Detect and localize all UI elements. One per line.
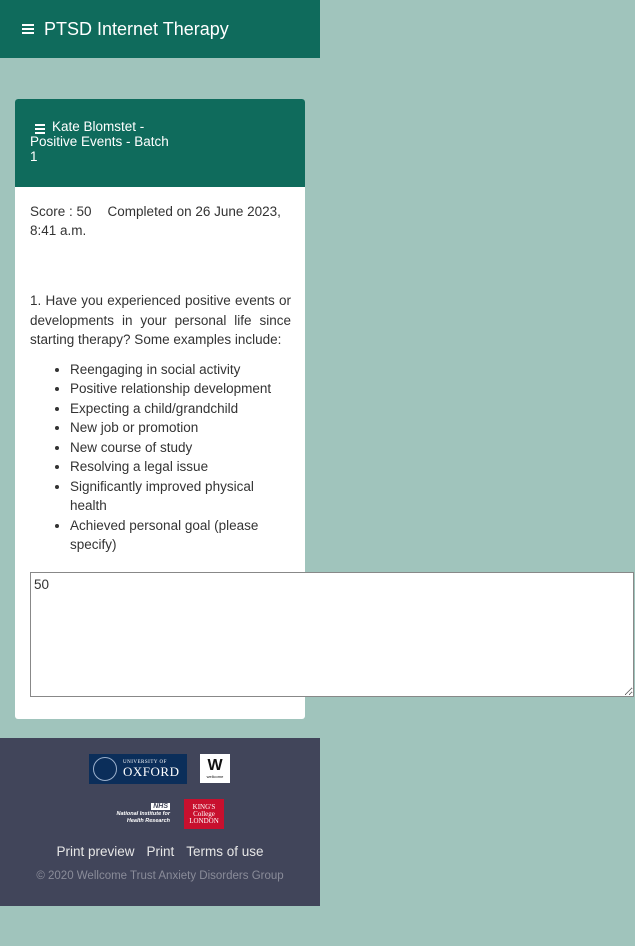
nihr-logo[interactable]: NHS National Institute for Health Research (116, 803, 170, 824)
app-title: PTSD Internet Therapy (44, 18, 229, 39)
score-info (15, 187, 305, 240)
list-item: • New job or promotion (70, 418, 290, 438)
footer (0, 738, 320, 906)
menu-icon[interactable] (35, 122, 45, 136)
score-label: Score : 50 (30, 204, 92, 219)
list-item: • Achieved personal goal (please specify) (70, 516, 290, 555)
kings-college-logo[interactable]: KING'S College LONDON (184, 799, 224, 829)
answer-textarea[interactable] (30, 572, 634, 697)
terms-of-use-link[interactable]: Terms of use (186, 844, 264, 859)
list-item: • Reengaging in social activity (70, 360, 290, 380)
app-header (0, 0, 320, 58)
footer-links (0, 844, 320, 859)
print-link[interactable]: Print (146, 844, 175, 859)
list-item: • Significantly improved physical health (70, 477, 290, 516)
list-item: • Positive relationship development (70, 379, 290, 399)
completed-date: Completed on 26 June 2023, 8:41 a.m. (30, 204, 281, 238)
wellcome-logo[interactable]: W wellcome (200, 754, 230, 783)
copyright-text: © 2020 Wellcome Trust Anxiety Disorders Group (36, 870, 284, 882)
card-header (15, 99, 305, 187)
list-item: • Resolving a legal issue (70, 457, 290, 477)
question-text: 1. Have you experienced positive events or developments in your personal life since starting therapy? Some examples include: (30, 293, 291, 347)
oxford-crest-icon (93, 757, 117, 781)
list-item: • Expecting a child/grandchild (70, 399, 290, 419)
oxford-logo[interactable]: UNIVERSITY OF OXFORD (89, 754, 187, 784)
print-preview-link[interactable]: Print preview (56, 844, 135, 859)
card-title: Kate Blomstet - Positive Events - Batch 1 (30, 119, 169, 164)
menu-icon[interactable] (22, 22, 34, 36)
list-item: • New course of study (70, 438, 290, 458)
examples-list (15, 360, 305, 555)
